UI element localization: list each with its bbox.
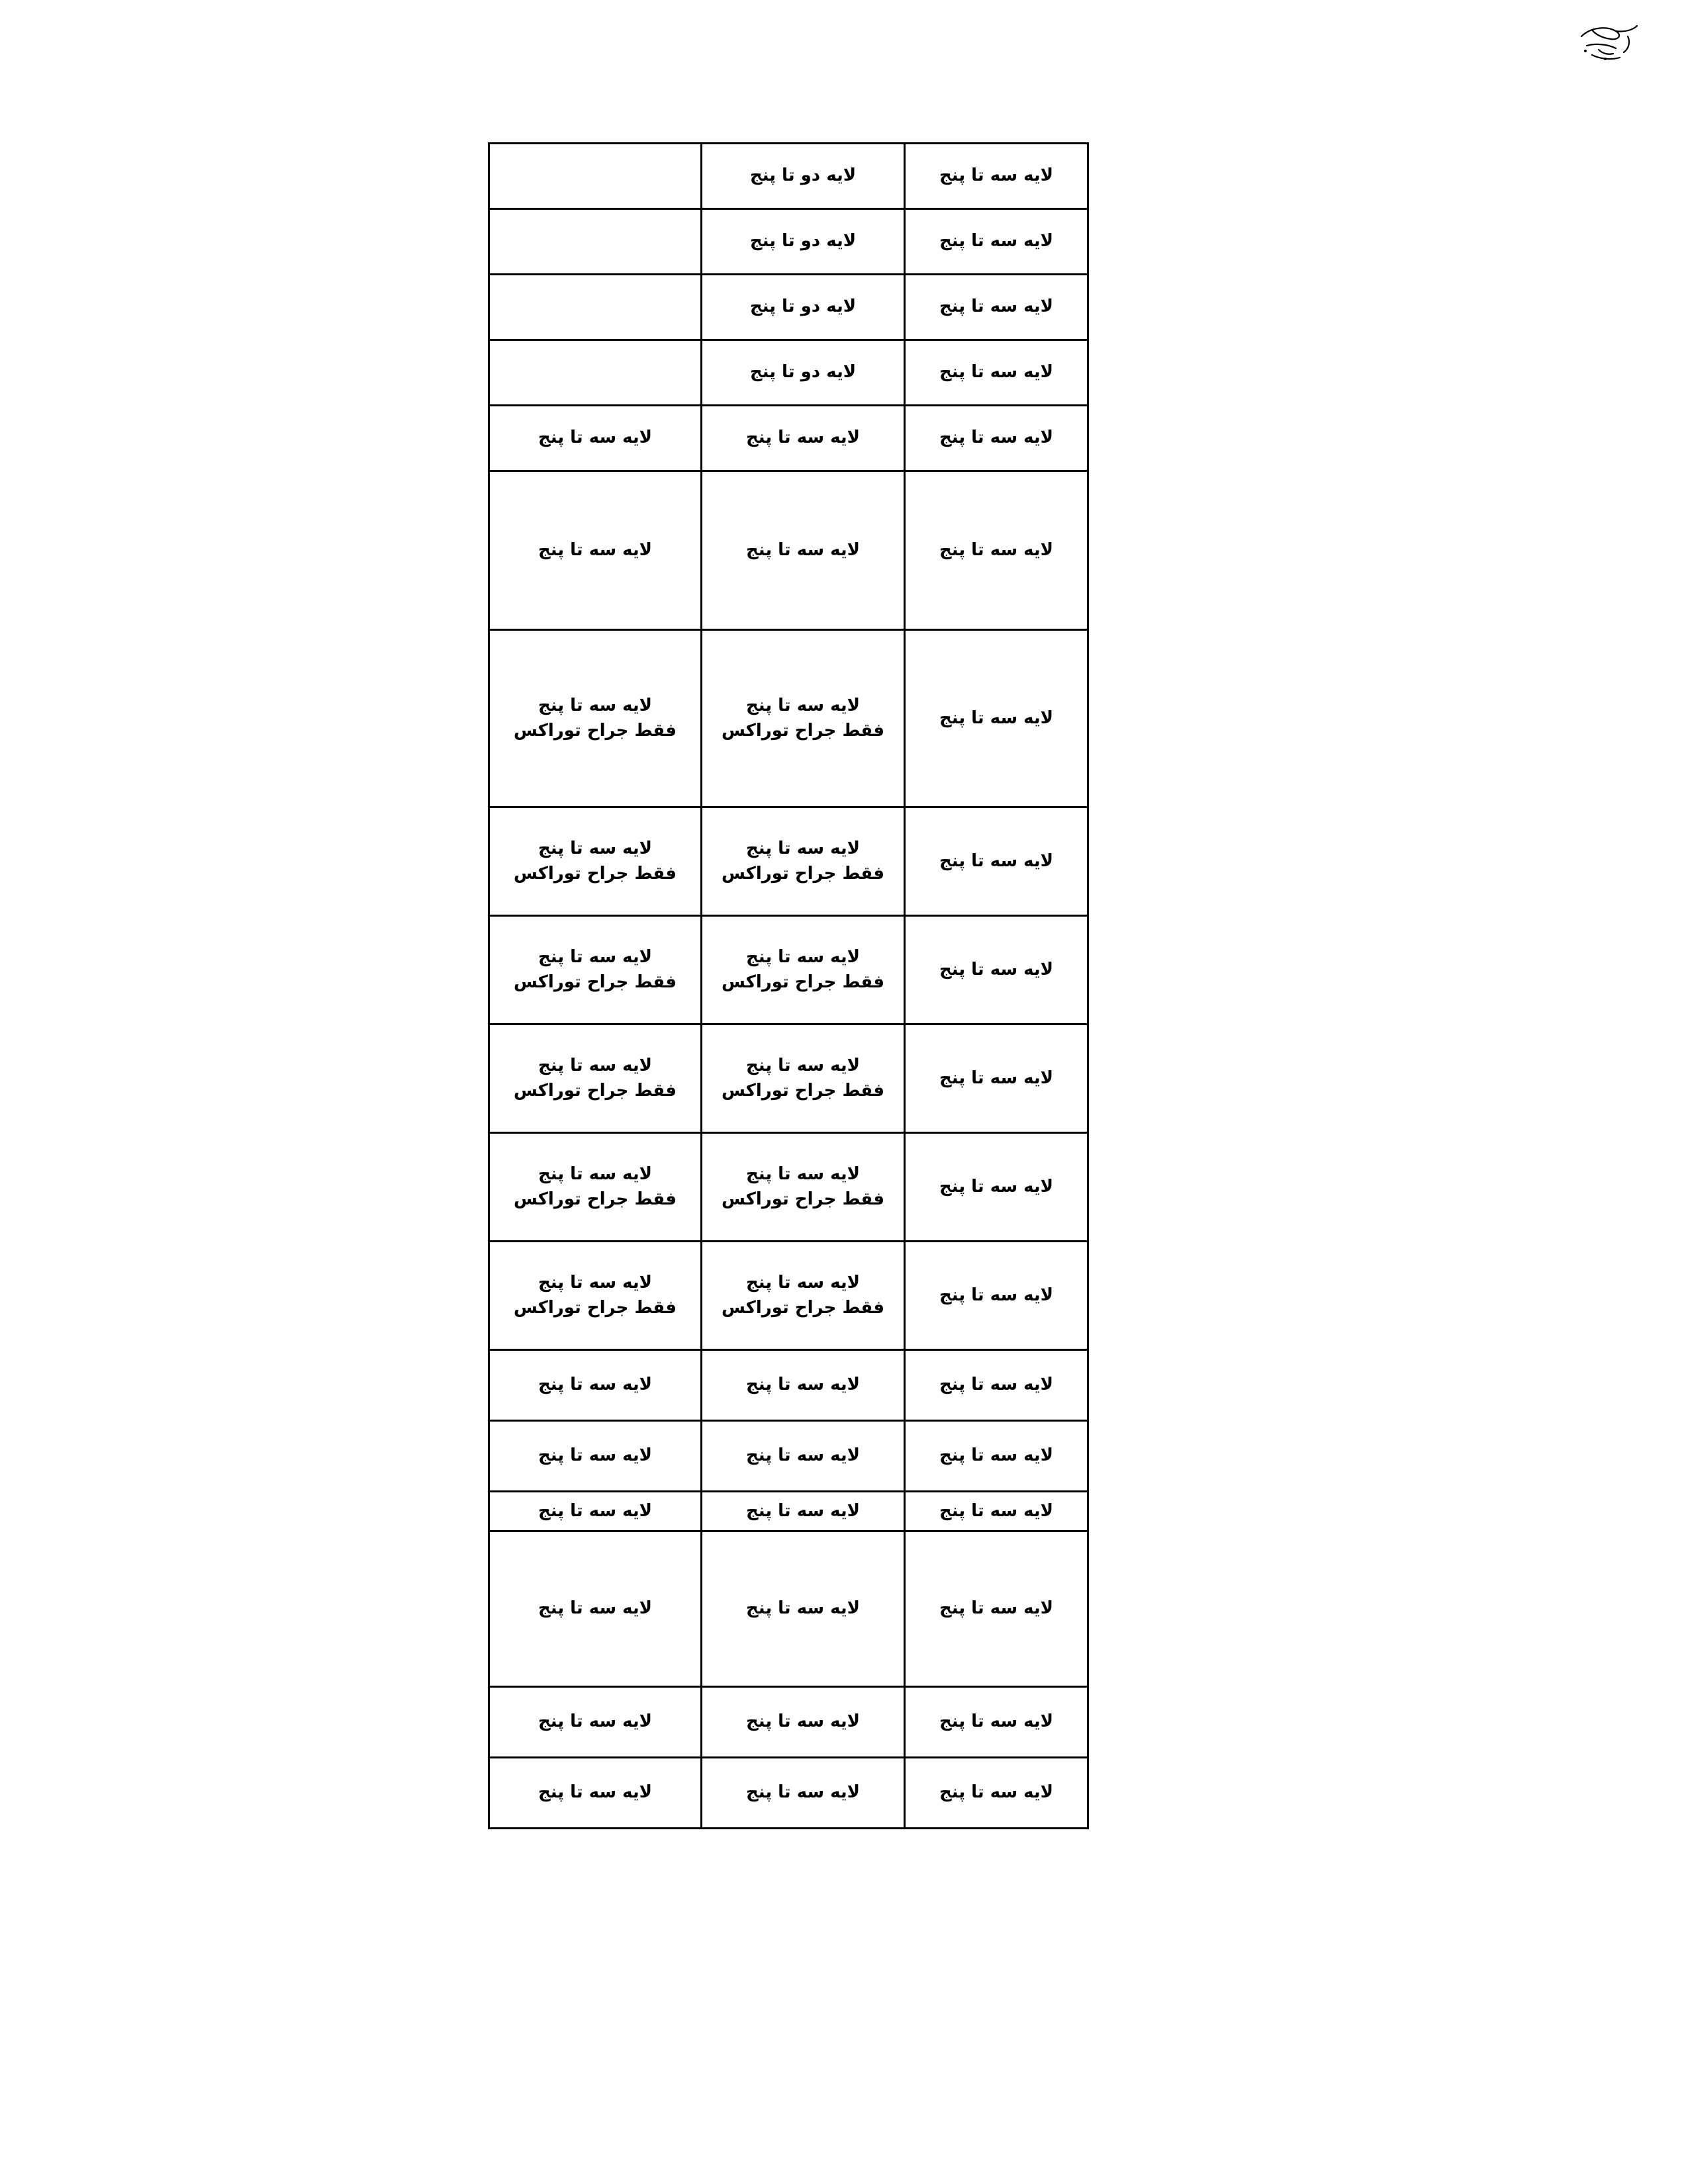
table-row (489, 1421, 1088, 1492)
table-container (490, 142, 1089, 1829)
table-cell (702, 209, 905, 275)
table-row (489, 406, 1088, 471)
table-cell (905, 275, 1088, 340)
table-cell (905, 1350, 1088, 1421)
table-cell (905, 807, 1088, 916)
table-cell (489, 1531, 702, 1687)
cell-text: فقط جراح توراکس (721, 972, 885, 992)
table-cell (702, 1687, 905, 1758)
cell-text: لایه سه تا پنج (538, 1445, 653, 1466)
cell-text: لایه سه تا پنج (939, 1375, 1054, 1395)
table-row (489, 1350, 1088, 1421)
cell-text: فقط جراح توراکس (513, 972, 677, 992)
table-cell (702, 807, 905, 916)
table-row (489, 1133, 1088, 1242)
cell-text: فقط جراح توراکس (513, 1080, 677, 1101)
cell-text: لایه سه تا پنج (745, 1782, 861, 1803)
table-cell (702, 630, 905, 807)
cell-text: لایه سه تا پنج (538, 695, 653, 715)
table-cell (905, 1024, 1088, 1133)
table-cell (489, 1421, 702, 1492)
cell-text: لایه سه تا پنج (745, 1055, 861, 1075)
cell-text: لایه دو تا پنج (749, 165, 857, 186)
table-cell (489, 144, 702, 209)
data-table (488, 142, 1089, 1829)
cell-text: لایه سه تا پنج (939, 539, 1054, 560)
cell-text: لایه سه تا پنج (745, 1500, 861, 1521)
cell-text: لایه سه تا پنج (745, 1163, 861, 1184)
cell-text: لایه دو تا پنج (749, 362, 857, 383)
table-cell (489, 209, 702, 275)
table-cell (905, 1492, 1088, 1531)
cell-text: فقط جراح توراکس (721, 1080, 885, 1101)
table-cell (905, 340, 1088, 406)
cell-text: فقط جراح توراکس (513, 1189, 677, 1209)
cell-text: لایه سه تا پنج (538, 1375, 653, 1395)
table-cell (905, 1133, 1088, 1242)
cell-text: لایه سه تا پنج (939, 1068, 1054, 1088)
table-cell (489, 406, 702, 471)
table-cell (489, 1758, 702, 1829)
table-cell (489, 1687, 702, 1758)
table-cell (489, 916, 702, 1024)
cell-text: لایه سه تا پنج (939, 1445, 1054, 1466)
table-cell (702, 144, 905, 209)
cell-text: لایه سه تا پنج (939, 1782, 1054, 1803)
table-cell (905, 1242, 1088, 1350)
cell-text: لایه سه تا پنج (745, 539, 861, 560)
cell-text: لایه سه تا پنج (538, 1711, 653, 1732)
table-row (489, 209, 1088, 275)
table-row (489, 471, 1088, 630)
cell-text: لایه سه تا پنج (745, 1272, 861, 1293)
cell-text: فقط جراح توراکس (513, 863, 677, 884)
cell-text: لایه سه تا پنج (939, 1285, 1054, 1305)
table-cell (702, 1024, 905, 1133)
table-row (489, 1242, 1088, 1350)
table-row (489, 340, 1088, 406)
table-cell (905, 144, 1088, 209)
cell-text: لایه سه تا پنج (939, 362, 1054, 383)
table-row (489, 630, 1088, 807)
table-cell (702, 1350, 905, 1421)
table-cell (702, 1242, 905, 1350)
table-cell (702, 1133, 905, 1242)
table-cell (489, 340, 702, 406)
table-cell (702, 1531, 905, 1687)
cell-text: لایه سه تا پنج (939, 850, 1054, 871)
table-cell (702, 275, 905, 340)
cell-text: لایه سه تا پنج (745, 1375, 861, 1395)
cell-text: لایه سه تا پنج (939, 296, 1054, 317)
table-cell (905, 471, 1088, 630)
table-cell (489, 1350, 702, 1421)
table-row (489, 144, 1088, 209)
cell-text: لایه سه تا پنج (939, 1500, 1054, 1521)
cell-text: لایه سه تا پنج (939, 165, 1054, 186)
cell-text: فقط جراح توراکس (513, 1297, 677, 1318)
table-cell (702, 340, 905, 406)
table-cell (489, 471, 702, 630)
table-cell (905, 630, 1088, 807)
cell-text: لایه سه تا پنج (939, 1176, 1054, 1197)
cell-text: فقط جراح توراکس (721, 1297, 885, 1318)
cell-text: لایه سه تا پنج (745, 946, 861, 967)
cell-text: لایه دو تا پنج (749, 231, 857, 251)
cell-text: لایه سه تا پنج (745, 428, 861, 448)
cell-text: لایه سه تا پنج (745, 695, 861, 715)
table-cell (905, 1687, 1088, 1758)
cell-text: لایه سه تا پنج (745, 1598, 861, 1619)
cell-text: لایه سه تا پنج (538, 539, 653, 560)
table-row (489, 916, 1088, 1024)
table-cell (702, 1492, 905, 1531)
cell-text: لایه سه تا پنج (538, 1500, 653, 1521)
table-cell (702, 1421, 905, 1492)
table-row (489, 275, 1088, 340)
table-cell (905, 1531, 1088, 1687)
cell-text: لایه دو تا پنج (749, 296, 857, 317)
cell-text: لایه سه تا پنج (939, 428, 1054, 448)
table-cell (702, 406, 905, 471)
table-cell (489, 630, 702, 807)
table-row (489, 1492, 1088, 1531)
cell-text: لایه سه تا پنج (538, 1055, 653, 1075)
table-row (489, 1758, 1088, 1829)
cell-text: لایه سه تا پنج (538, 428, 653, 448)
table-cell (702, 916, 905, 1024)
cell-text: فقط جراح توراکس (513, 720, 677, 741)
cell-text: لایه سه تا پنج (745, 1445, 861, 1466)
table-row (489, 1531, 1088, 1687)
cell-text: لایه سه تا پنج (538, 1163, 653, 1184)
cell-text: فقط جراح توراکس (721, 1189, 885, 1209)
table-cell (489, 275, 702, 340)
cell-text: فقط جراح توراکس (721, 863, 885, 884)
cell-text: لایه سه تا پنج (538, 838, 653, 858)
table-row (489, 1687, 1088, 1758)
table-cell (489, 1492, 702, 1531)
cell-text: لایه سه تا پنج (745, 838, 861, 858)
cell-text: لایه سه تا پنج (939, 231, 1054, 251)
cell-text: لایه سه تا پنج (939, 707, 1054, 728)
page-mark (1569, 13, 1648, 73)
cell-text: لایه سه تا پنج (538, 1598, 653, 1619)
cell-text: لایه سه تا پنج (538, 1272, 653, 1293)
cell-text: لایه سه تا پنج (745, 1711, 861, 1732)
cell-text: لایه سه تا پنج (538, 946, 653, 967)
table-cell (489, 1024, 702, 1133)
table-row (489, 1024, 1088, 1133)
table-cell (905, 1758, 1088, 1829)
cell-text: لایه سه تا پنج (939, 1598, 1054, 1619)
cell-text: لایه سه تا پنج (939, 959, 1054, 979)
handwritten-signature-mark-icon (1572, 17, 1645, 69)
cell-text: فقط جراح توراکس (721, 720, 885, 741)
cell-text: لایه سه تا پنج (538, 1782, 653, 1803)
table-row (489, 807, 1088, 916)
table-cell (905, 916, 1088, 1024)
table-cell (489, 1242, 702, 1350)
table-cell (905, 209, 1088, 275)
table-cell (489, 807, 702, 916)
table-cell (702, 471, 905, 630)
cell-text: لایه سه تا پنج (939, 1711, 1054, 1732)
table-cell (702, 1758, 905, 1829)
table-cell (905, 406, 1088, 471)
table-cell (489, 1133, 702, 1242)
table-cell (905, 1421, 1088, 1492)
